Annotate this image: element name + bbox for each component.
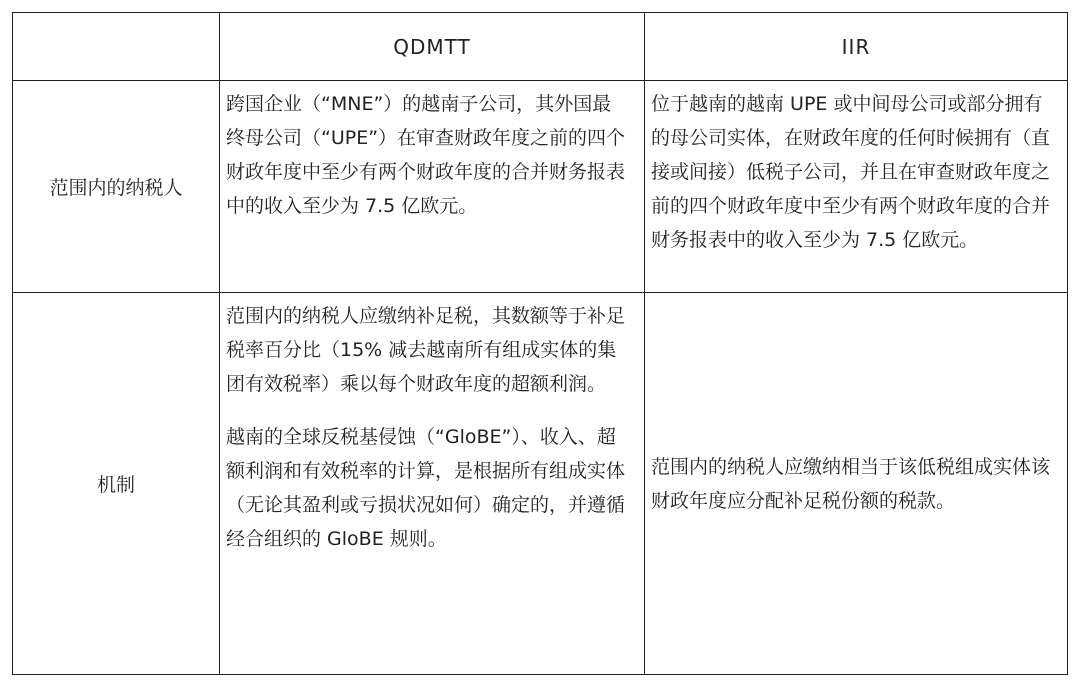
taxpayers-iir-text: 位于越南的越南 UPE 或中间母公司或部分拥有的母公司实体，在财政年度的任何时候拥有（直接或间接）低税子公司，并且在审查财政年度之前的四个财政年度中至少有两个财政年度的合并财务报表中的收入至少为 7.5 亿欧元。 (651, 93, 1051, 251)
mechanism-qdmtt-cell (220, 293, 645, 675)
comparison-table (12, 12, 1068, 675)
table-header-row (13, 13, 1068, 81)
mechanism-iir-text: 范围内的纳税人应缴纳相当于该低税组成实体该财政年度应分配补足税份额的税款。 (651, 455, 1051, 512)
header-corner-cell (13, 13, 220, 81)
table-row-mechanism (13, 293, 1068, 675)
taxpayers-iir-cell (645, 81, 1068, 293)
header-iir: IIR (645, 13, 1068, 81)
row-label-taxpayers: 范围内的纳税人 (13, 81, 220, 293)
mechanism-qdmtt-text-1: 范围内的纳税人应缴纳补足税，其数额等于补足税率百分比（15% 减去越南所有组成实体的集团有效税率）乘以每个财政年度的超额利润。 (226, 305, 626, 395)
taxpayers-qdmtt-text: 跨国企业（“MNE”）的越南子公司，其外国最终母公司（“UPE”）在审查财政年度之前的四个财政年度中至少有两个财政年度的合并财务报表中的收入至少为 7.5 亿欧元。 (226, 93, 626, 217)
mechanism-qdmtt-text-2: 越南的全球反税基侵蚀（“GloBE”）、收入、超额利润和有效税率的计算，是根据所有组成实体（无论其盈利或亏损状况如何）确定的，并遵循经合组织的 GloBE 规则。 (226, 426, 626, 550)
taxpayers-qdmtt-cell (220, 81, 645, 293)
table-row-taxpayers (13, 81, 1068, 293)
mechanism-iir-cell (645, 293, 1068, 675)
row-label-mechanism: 机制 (13, 293, 220, 675)
header-qdmtt: QDMTT (220, 13, 645, 81)
